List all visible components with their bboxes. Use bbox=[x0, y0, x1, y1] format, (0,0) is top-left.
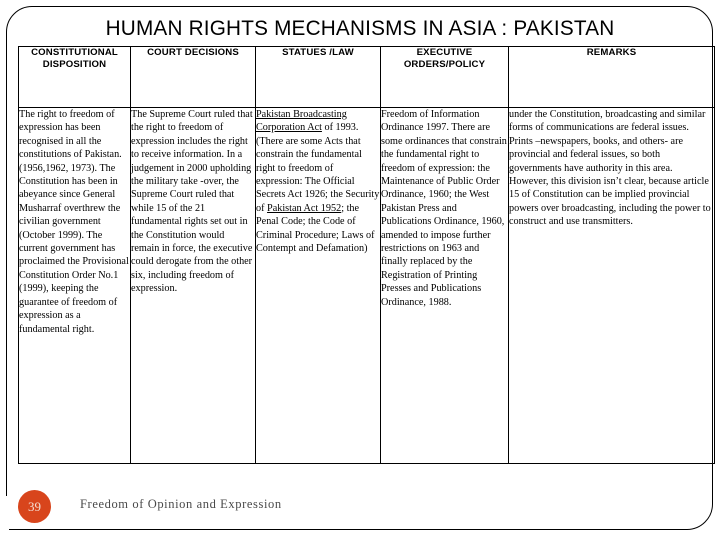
column-header-court-decisions bbox=[131, 47, 256, 108]
page-number-badge: 39 bbox=[18, 490, 51, 523]
cell-text: Freedom of Information Ordinance 1997. There are some ordinances that constrain the fundamental right to freedom of expression: the Maintenance of Public Order Ordinance, 1960; the West Pakistan Press and Publications Ordinance, 1960, amended to impose further restrictions on 1963 and finally replaced by the Registration of Printing Presses and Publications Ordinance, 1988. bbox=[381, 109, 507, 308]
cell-court-decisions bbox=[131, 108, 256, 464]
column-header-constitutional-disposition bbox=[19, 47, 131, 108]
cell-statues-law bbox=[256, 108, 381, 464]
cell-executive-orders-policy bbox=[381, 108, 509, 464]
cell-text-segment: ; the Penal Code; the Code of Criminal Procedure; Laws of Contempt and Defamation) bbox=[256, 202, 375, 255]
column-header-line: CONSTITUTIONAL bbox=[31, 47, 118, 58]
cell-text-segment: of 1993. (There are some Acts that constrain the fundamental right to freedom of expression: The Official Secrets Act 1926; the Security of bbox=[256, 122, 380, 214]
statute-link-pakistan-act-1952: Pakistan Act 1952 bbox=[267, 202, 342, 214]
human-rights-mechanisms-table bbox=[18, 46, 715, 464]
table-body bbox=[19, 108, 715, 464]
statute-link-pakistan-broadcasting-corporation-act: Pakistan Broadcasting Corporation Act bbox=[256, 109, 347, 134]
cell-text: under the Constitution, broadcasting and similar forms of communications are federal issues. Prints –newspapers, books, and others- are provincial and federal issues, so both governments have authority in this area. However, this division isn’t clear, because article 15 of Constitution can be implied provincial powers over broadcasting, including the power to construct and use transmitters. bbox=[509, 109, 711, 228]
column-header-line: ORDERS/POLICY bbox=[403, 59, 486, 70]
table-row bbox=[19, 108, 715, 464]
cell-constitutional-disposition bbox=[19, 108, 131, 464]
column-header-line: COURT DECISIONS bbox=[147, 47, 239, 58]
column-header-line: DISPOSITION bbox=[42, 59, 107, 70]
cell-text: The Supreme Court ruled that the right to freedom of expression includes the right to receive information. In a judgement in 2000 upholding the military take -over, the Supreme Court ruled that while 15 of the 21 fundamental rights set out in the Constitution would remain in force, the executive could derogate from the other six, including freedom of expression. bbox=[131, 109, 253, 295]
cell-text bbox=[256, 108, 380, 255]
footer-caption: Freedom of Opinion and Expression bbox=[80, 497, 282, 511]
column-header-statues-law bbox=[256, 47, 381, 108]
column-header-executive-orders-policy bbox=[381, 47, 509, 108]
table-header bbox=[19, 47, 715, 108]
column-header-line: STATUES /LAW bbox=[282, 47, 354, 58]
table-header-row bbox=[19, 47, 715, 108]
frame-corner-patch bbox=[0, 496, 9, 540]
page-title: HUMAN RIGHTS MECHANISMS IN ASIA : PAKISTAN bbox=[105, 16, 615, 40]
column-header-remarks bbox=[509, 47, 715, 108]
cell-remarks bbox=[509, 108, 715, 464]
column-header-line: EXECUTIVE bbox=[416, 47, 473, 58]
cell-text: The right to freedom of expression has been recognised in all the constitutions of Pakistan. (1956,1962, 1973). The Constitution has been in abeyance since General Musharraf overthrew the civilian government (October 1999). The current government has proclaimed the Provisional Constitution Order No.1 (1999), keeping the guarantee of freedom of expression as a fundamental right. bbox=[19, 109, 129, 335]
column-header-line: REMARKS bbox=[586, 47, 637, 58]
